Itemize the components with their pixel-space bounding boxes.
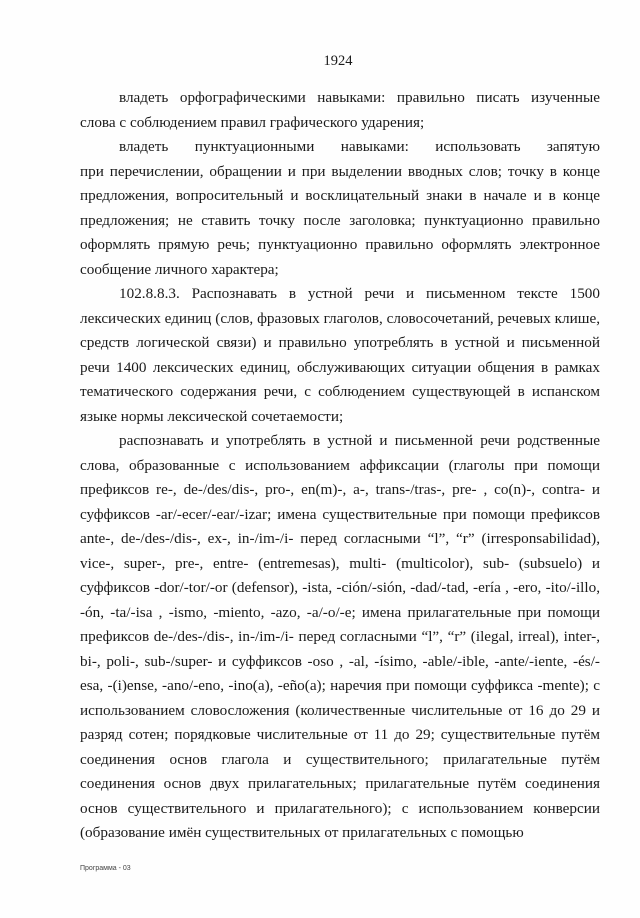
footer-program-label: Программа - 03 — [80, 865, 131, 872]
paragraph-punctuation-rest: при перечислении, обращении и при выделении вводных слов; точку в конце предложения, вопросительный и восклицательный знаки в начале и в конце предложения; не ставить точку после заголовка; пунктуационно правильно оформлять прямую речь; пунктуационно правильно оформлять электронное сообщение личного характера; — [80, 162, 600, 278]
document-body — [80, 86, 600, 846]
paragraph-lexical-units: 102.8.8.3. Распознавать в устной речи и письменном тексте 1500 лексических единиц (слов, фразовых глаголов, словосочетаний, речевых клише, средств логической связи) и правильно употреблять в устной и письменной речи 1400 лексических единиц, обслуживающих ситуации общения в рамках тематического содержания речи, с соблюдением существующей в испанском языке нормы лексической сочетаемости; — [80, 285, 600, 425]
word: пунктуационными — [194, 138, 315, 155]
paragraph-punctuation-first-line — [80, 135, 600, 160]
word: запятую — [546, 138, 600, 155]
paragraph-word-formation: распознавать и употреблять в устной и письменной речи родственные слова, образованные с использованием аффиксации (глаголы при помощи префиксов re-, de-/des/dis-, pro-, en(m)-, a-, trans-/tras-, pre- , co(n)-, contra- и суффиксов -ar/-ecer/-ear/-izar; имена существительные при помощи префиксов ante-, de-/des-/dis-, ex-, in-/im-/i- перед согласными “l”, “r” (irresponsabilidad), vice-, super-, pre-, entre- (entremesas), multi- (multicolor), sub- (subsuelo) и суффиксов -dor/-tor/-or (defensor), -ista, -ción/-sión, -dad/-tad, -ería , -ero, -ito/-illo, -ón, -ta/-isa , -ismo, -miento, -azo, -a/-o/-e; имена прилагательные при помощи префиксов de-/des-/dis-, in-/im-/i- перед согласными “l”, “r” (ilegal, irreal), inter-, bi-, poli-, sub-/super- и суффиксов -oso , -al, -ísimo, -able/-ible, -ante/-iente, -és/-esa, -(i)ense, -ano/-eno, -ino(a), -eño(a); наречия при помощи суффикса -mente); с использованием словосложения (количественные числительные от 16 до 29 и разряд сотен; порядковые числительные от 11 до 29; существительные путём соединения основ глагола и существительного; прилагательные путём соединения основ двух прилагательных; прилагательные путём соединения основ существительного и прилагательного); с использованием конверсии (образование имён существительных от прилагательных с помощью — [80, 432, 600, 841]
word: навыками: — [340, 138, 409, 155]
word: использовать — [435, 138, 521, 155]
paragraph-punctuation — [80, 135, 600, 282]
word: владеть — [119, 138, 169, 155]
paragraph-orthography: владеть орфографическими навыками: правильно писать изученные слова с соблюдением правил графического ударения; — [80, 89, 600, 131]
page-number: 1924 — [323, 53, 353, 69]
